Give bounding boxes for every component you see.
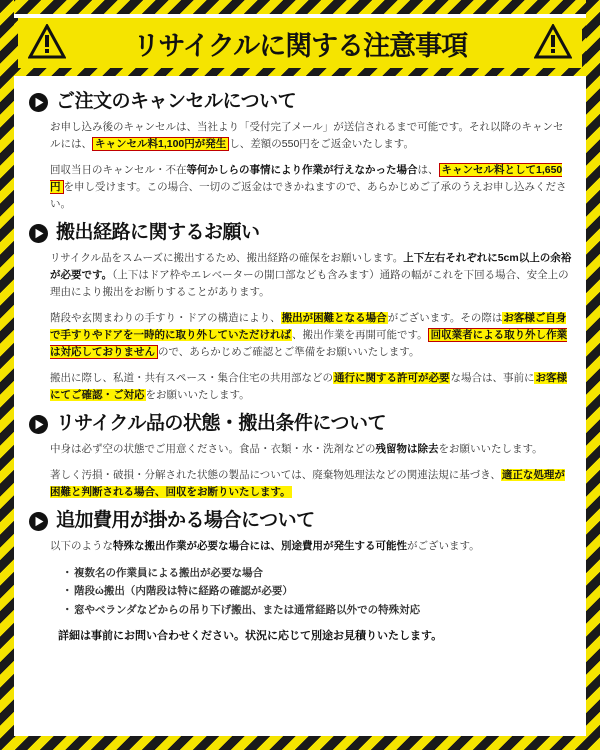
section-title: 追加費用が掛かる場合について [56,510,315,532]
section-cancellation [28,92,572,213]
footnote: 詳細は事前にお問い合わせください。状況に応じて別途お見積りいたします。 [58,630,443,643]
paragraph: 回収当日のキャンセル・不在等何かしらの事情により作業が行えなかった場合は、 キャンセル料として1,650円 を申し受けます。この場合、一切のご返金はできかねますので、あらかじめご了承のうえお申し込みください。 [50,164,567,210]
list-item: ・ 窓やベランダなどからの吊り下げ搬出、または通常経路以外での特殊対応 [62,601,572,619]
section-heading [28,223,572,244]
section-item-condition [28,414,572,501]
notice-body [14,14,586,736]
section-heading [28,92,572,113]
page-title: リサイクルに関する注意事項 [132,30,468,61]
play-bullet-icon [28,511,49,532]
paragraph: 階段や玄関まわりの手すり・ドアの構造により、搬出が困難となる場合がございます。その際はお客様ご自身で手すりやドアを一時的に取り外していただければ、搬出作業を再開可能です。 回収業者による取り外し作業は対応しておりません ので、あらかじめご確認とご準備をお願いいたします。 [50,312,568,358]
paragraph: お申し込み後のキャンセルは、当社より「受付完了メール」が送信されるまで可能です。それ以降のキャンセルには、 キャンセル料1,100円が発生 し、差額の550円をご返金いたします。 [50,121,564,150]
paragraph: 中身は必ず空の状態でご用意ください。食品・衣類・水・洗剤などの残留物は除去をお願いいたします。 [50,443,543,455]
section-title: ご注文のキャンセルについて [56,91,297,113]
warning-triangle-icon [28,24,66,60]
section-additional-fees [28,511,572,645]
play-bullet-icon [28,92,49,113]
hazard-stripe-bottom [0,736,600,750]
paragraph: 以下のような特殊な搬出作業が必要な場合には、別途費用が発生する可能性がございます。 [50,540,480,552]
sections-container [14,76,586,645]
section-heading [28,414,572,435]
title-banner [14,18,586,76]
title-bar [18,18,582,68]
play-bullet-icon [28,223,49,244]
list-item: ・ 複数名の作業員による搬出が必要な場合 [62,564,572,582]
section-removal-route [28,223,572,404]
section-title: 搬出経路に関するお願い [56,222,260,244]
play-bullet-icon [28,414,49,435]
paragraph: 著しく汚損・破損・分解された状態の製品については、廃棄物処理法などの関連法規に基づき、適正な処理が困難と判断される場合、回収をお断りいたします。 [50,469,565,498]
section-title: リサイクル品の状態・搬出条件について [56,413,386,435]
hazard-stripe-left [0,0,14,750]
fee-condition-list [62,564,572,619]
section-heading [28,511,572,532]
hazard-stripe-right [586,0,600,750]
list-item: ・ 階段ώ搬出（内階段は特に経路の確認が必要） [62,582,572,600]
paragraph: 搬出に際し、私道・共有スペース・集合住宅の共用部などの通行に関する許可が必要な場合は、事前にお客様にてご確認・ご対応をお願いいたします。 [50,372,567,401]
warning-triangle-icon [534,24,572,60]
paragraph: リサイクル品をスムーズに搬出するため、搬出経路の確保をお願いします。上下左右それぞれに5cm以上の余裕が必要です。（上下はドア枠やエレベーターの開口部なども含みます）通路の幅がこれを下回る場合、安全上の理由により搬出をお断りすることがあります。 [50,252,572,298]
hazard-stripe-top [0,0,600,14]
